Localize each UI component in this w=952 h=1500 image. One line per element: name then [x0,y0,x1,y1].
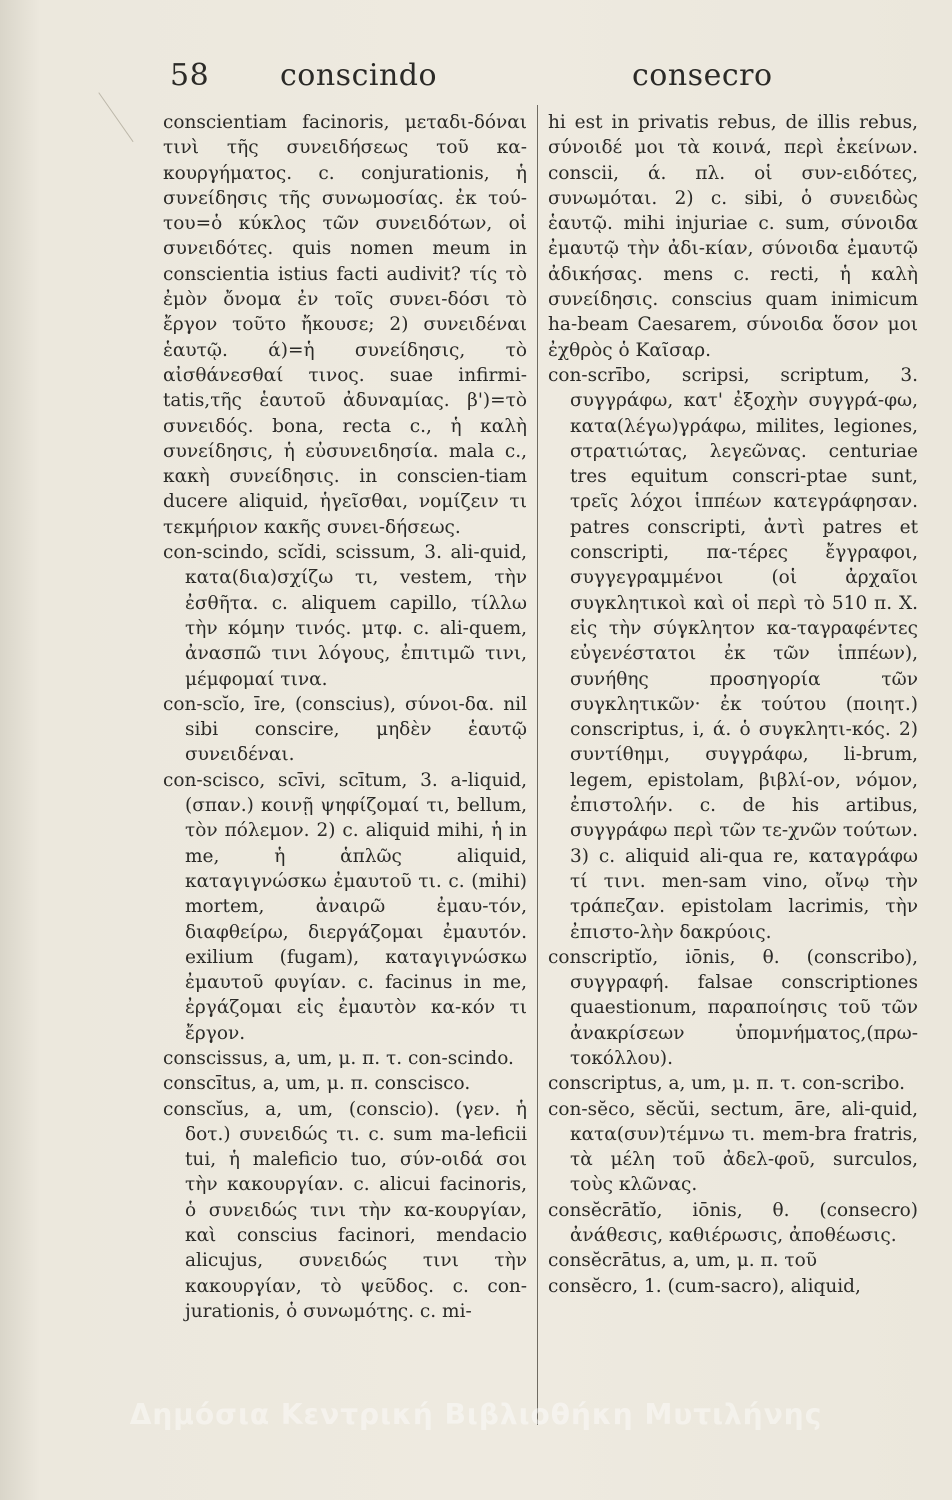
page-header [160,58,920,98]
dictionary-entry: con-scrībo, scripsi, scriptum, 3. συγγράφω, κατ' ἐξοχὴν συγγρά-φω, κατα(λέγω)γράφω, milites, legiones, στρατιώτας, λεγεῶνας. centuriae tres equitum conscri-ptae sunt, τρεῖς λόχοι ἱππέων κατεγράφησαν. patres conscripti, ἀντὶ patres et conscripti, πα-τέρες ἔγγραφοι, συγγεγραμμένοι (οἱ ἀρχαῖοι συγκλητικοὶ καὶ οἱ περὶ τὸ 510 π. Χ. εἰς τὴν σύγκλητον κα-ταγραφέντες εὐγενέστατοι ἐκ τῶν ἱππέων), συνήθης προσηγορία τῶν συγκλητικῶν· ἐκ τούτου (ποιητ.) conscriptus, i, ά. ὁ συγκλητι-κός. 2) συντίθημι, συγγράφω, li-brum, legem, epistolam, βιβλί-ον, νόμον, ἐπιστολήν. c. de his artibus, συγγράφω περὶ τῶν τε-χνῶν τούτων. 3) c. aliquid ali-qua re, καταγράφω τί τινι. men-sam vino, οἴνῳ τὴν τράπεζαν. epistolam lacrimis, τὴν ἐπιστο-λὴν δακρύοις. [548,364,918,943]
library-watermark: Δημόσια Κεντρική Βιβλιοθήκη Μυτιλήνης [129,1398,823,1431]
dictionary-entry: conscientiam facinoris, μεταδι-δόναι τινὶ τῆς συνειδήσεως τοῦ κα-κουργήματος. c. conjurationis, ἡ συνείδησις τῆς συνωμοσίας. ἐκ τού-του=ὁ κύκλος τῶν συνειδότων, οἱ συνειδότες. quis nomen meum in conscientia istius facti audivit? τίς τὸ ἐμὸν ὄνομα ἐν τοῖς συνει-δόσι τὸ ἔργον τοῦτο ἤκουσε; 2) συνειδέναι ἑαυτῷ. ά)=ἡ συνείδησις, τὸ αἰσθάνεσθαί τινος. suae infirmi-tatis,τῆς ἑαυτοῦ ἀδυναμίας. β')=τὸ συνειδός. bona, recta c., ἡ καλὴ συνείδησις, ἡ εὐσυνειδησία. mala c., κακὴ συνείδησις. in conscien-tiam ducere aliquid, ἡγεῖσθαι, νομίζειν τι τεκμήριον κακῆς συνει-δήσεως. [163,112,527,538]
dictionary-entry: conscĭus, a, um, (conscio). (γεν. ἡ δοτ.) συνειδώς τι. c. sum ma-leficii tui, ἡ maleficio tuo, σύν-οιδά σοι τὴν κακουργίαν. c. alicui facinoris, ὁ συνειδώς τινι τὴν κα-κουργίαν, καὶ conscius facinori, mendacio alicujus, συνειδώς τινι τὴν κακουργίαν, τὸ ψεῦδος. c. con-jurationis, ὁ συνωμότης. c. mi- [163,1098,527,1322]
column-divider [537,105,538,1425]
dictionary-entry: hi est in privatis rebus, de illis rebus, σύνοιδέ μοι τὰ κοινά, περὶ ἐκείνων. conscii, ά. πλ. οἱ συν-ειδότες, συνωμόται. 2) c. sibi, ὁ συνειδὼς ἑαυτῷ. mihi injuriae c. sum, σύνοιδα ἐμαυτῷ τὴν ἀδι-κίαν, σύνοιδα ἐμαυτῷ ἀδικήσας. mens c. recti, ἡ καλὴ συνείδησις. conscius quam inimicum ha-beam Caesarem, σύνοιδα ὅσον μοι ἐχθρὸς ὁ Καῖσαρ. [548,112,918,361]
dictionary-entry: con-scindo, scĭdi, scissum, 3. ali-quid, κατα(δια)σχίζω τι, vestem, τὴν ἐσθῆτα. c. aliquem capillo, τίλλω τὴν κόμην τινός. μτφ. c. ali-quem, ἀνασπῶ τινι λόγους, ἐπιτιμῶ τινι, μέμφομαί τινα. [163,542,527,690]
page-number: 58 [170,58,210,93]
dictionary-entry: conscītus, a, um, μ. π. conscisco. [163,1073,471,1095]
right-guide-word: consecro [632,58,773,93]
dictionary-entry: con-scisco, scīvi, scītum, 3. a-liquid, (σπαν.) κοινῇ ψηφίζομαί τι, bellum, τὸν πόλεμον. 2) c. aliquid mihi, ἡ in me, ἡ ἁπλῶς aliquid, καταγιγνώσκω ἐμαυτοῦ τι. c. (mihi) mortem, ἀναιρῶ ἐμαυ-τόν, διαφθείρω, διεργάζομαι ἐμαυτόν. exilium (fugam), καταγιγνώσκω ἐμαυτοῦ φυγίαν. c. facinus in me, ἐργάζομαι εἰς ἐμαυτὸν κα-κόν τι ἔργον. [163,769,527,1044]
dictionary-entry: con-sĕco, sĕcŭi, sectum, āre, ali-quid, κατα(συν)τέμνω τι. mem-bra fratris, τὰ μέλη τοῦ ἀδελ-φοῦ, surculos, τοὺς κλῶνας. [548,1098,918,1196]
dictionary-entry: conscriptĭo, iōnis, θ. (conscribo), συγγραφή. falsae conscriptiones quaestionum, παραποίησις τοῦ τῶν ἀνακρίσεων ὑπομνήματος,(πρω-τοκόλλου). [548,946,918,1069]
dictionary-entry: consĕcro, 1. (cum-sacro), aliquid, [548,1275,861,1297]
right-column [548,110,918,1430]
dictionary-entry: conscriptus, a, um, μ. π. τ. con-scribo. [548,1073,906,1095]
dictionary-entry: consĕcrātus, a, um, μ. π. τοῦ [548,1250,818,1272]
dictionary-entry: consĕcrātĭo, iōnis, θ. (consecro) ἀνάθεσις, καθιέρωσις, ἀποθέωσις. [548,1199,918,1247]
left-guide-word: conscindo [280,58,438,93]
left-column [163,110,527,1430]
dictionary-entry: con-scĭo, īre, (conscius), σύνοι-δα. nil sibi conscire, μηδὲν ἑαυτῷ συνειδέναι. [163,693,527,766]
dictionary-entry: conscissus, a, um, μ. π. τ. con-scindo. [163,1047,514,1069]
